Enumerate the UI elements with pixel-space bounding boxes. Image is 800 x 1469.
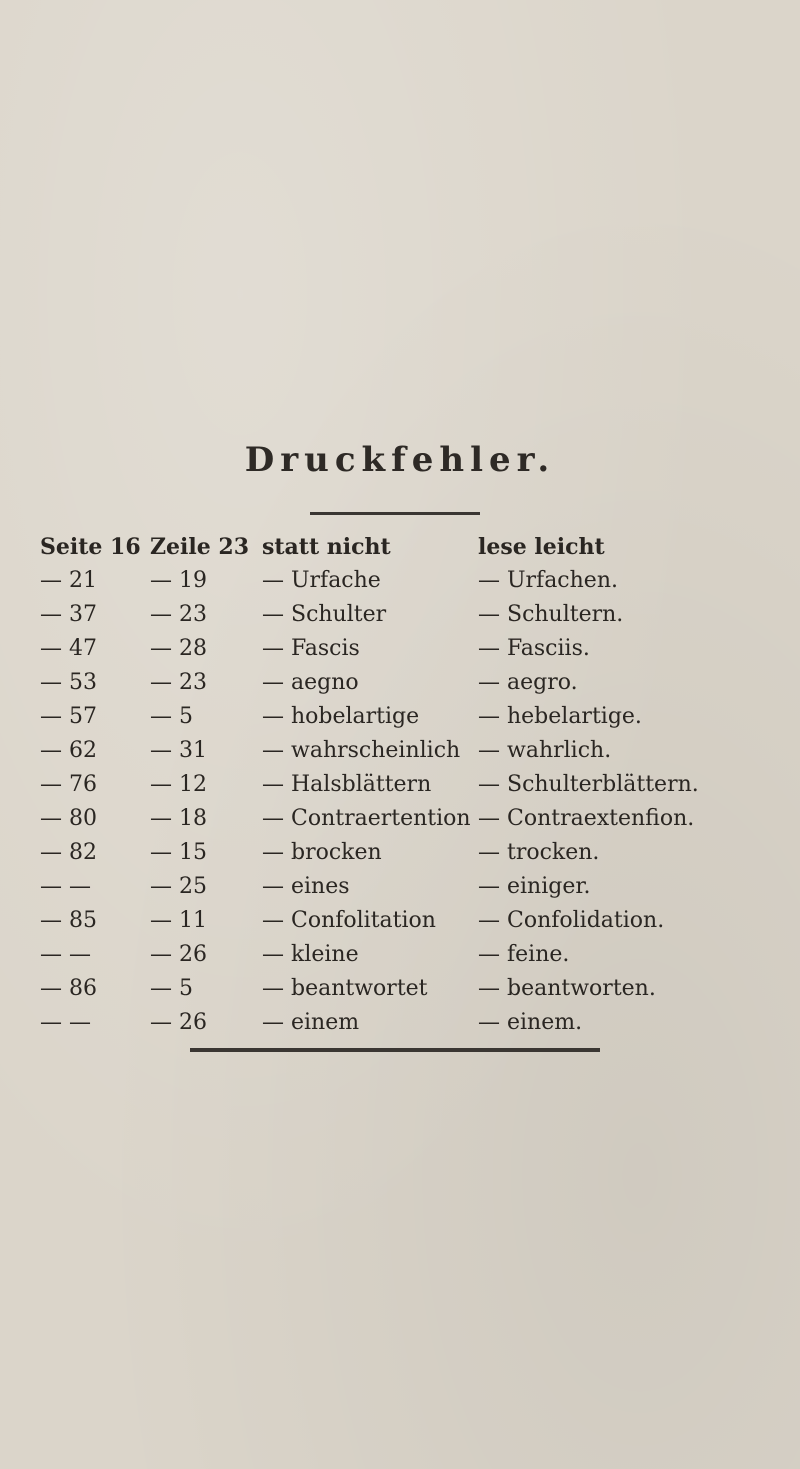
cell-zeile: — 18 <box>150 806 207 831</box>
table-row <box>0 768 800 802</box>
cell-zeile: — 19 <box>150 568 207 593</box>
table-row <box>0 598 800 632</box>
cell-statt: — einem <box>262 1010 360 1035</box>
cell-lese: — hebelartige. <box>478 704 642 729</box>
cell-zeile: — 15 <box>150 840 207 865</box>
cell-zeile: — 26 <box>150 1010 207 1035</box>
cell-statt: — Schulter <box>262 602 387 627</box>
header-lese: lese leicht <box>478 534 605 560</box>
cell-seite: — — <box>40 942 91 967</box>
cell-zeile: — 12 <box>150 772 207 797</box>
cell-lese: — Contraextenfion. <box>478 806 695 831</box>
cell-seite: — 47 <box>40 636 97 661</box>
table-row <box>0 1006 800 1040</box>
cell-lese: — aegro. <box>478 670 578 695</box>
cell-statt: — Halsblättern <box>262 772 432 797</box>
cell-statt: — Confolitation <box>262 908 436 933</box>
table-row <box>0 564 800 598</box>
header-seite: Seite 16 <box>40 534 141 560</box>
table-row <box>0 802 800 836</box>
bottom-rule <box>190 1048 600 1052</box>
cell-lese: — Schulterblättern. <box>478 772 699 797</box>
cell-seite: — 76 <box>40 772 97 797</box>
table-row <box>0 938 800 972</box>
cell-zeile: — 5 <box>150 976 193 1001</box>
cell-statt: — beantwortet <box>262 976 428 1001</box>
cell-zeile: — 28 <box>150 636 207 661</box>
cell-zeile: — 23 <box>150 670 207 695</box>
cell-seite: — 80 <box>40 806 97 831</box>
header-statt: statt nicht <box>262 534 391 560</box>
cell-seite: — 62 <box>40 738 97 763</box>
cell-seite: — — <box>40 1010 91 1035</box>
cell-statt: — kleine <box>262 942 359 967</box>
cell-seite: — 53 <box>40 670 97 695</box>
cell-seite: — 86 <box>40 976 97 1001</box>
cell-lese: — Fasciis. <box>478 636 590 661</box>
cell-lese: — beantworten. <box>478 976 656 1001</box>
cell-statt: — Contraertention <box>262 806 471 831</box>
header-zeile: Zeile 23 <box>150 534 250 560</box>
cell-seite: — 82 <box>40 840 97 865</box>
page-title: Druckfehler. <box>244 440 556 480</box>
table-row <box>0 972 800 1006</box>
cell-zeile: — 26 <box>150 942 207 967</box>
cell-lese: — Schultern. <box>478 602 624 627</box>
table-row <box>0 734 800 768</box>
cell-lese: — Confolidation. <box>478 908 665 933</box>
cell-lese: — wahrlich. <box>478 738 612 763</box>
cell-zeile: — 5 <box>150 704 193 729</box>
cell-seite: — 85 <box>40 908 97 933</box>
cell-lese: — einem. <box>478 1010 583 1035</box>
cell-seite: — 37 <box>40 602 97 627</box>
cell-zeile: — 11 <box>150 908 207 933</box>
table-row <box>0 836 800 870</box>
cell-statt: — eines <box>262 874 350 899</box>
cell-zeile: — 31 <box>150 738 207 763</box>
table-header-row <box>0 530 800 564</box>
table-row <box>0 666 800 700</box>
table-row <box>0 870 800 904</box>
cell-seite: — — <box>40 874 91 899</box>
table-row <box>0 904 800 938</box>
cell-zeile: — 25 <box>150 874 207 899</box>
cell-statt: — brocken <box>262 840 382 865</box>
cell-lese: — trocken. <box>478 840 600 865</box>
cell-statt: — Urfache <box>262 568 381 593</box>
cell-statt: — Fascis <box>262 636 360 661</box>
cell-statt: — wahrscheinlich <box>262 738 461 763</box>
cell-lese: — einiger. <box>478 874 591 899</box>
cell-seite: — 21 <box>40 568 97 593</box>
cell-lese: — feine. <box>478 942 570 967</box>
table-row <box>0 700 800 734</box>
cell-statt: — aegno <box>262 670 359 695</box>
cell-lese: — Urfachen. <box>478 568 618 593</box>
cell-zeile: — 23 <box>150 602 207 627</box>
title-rule <box>310 512 480 515</box>
cell-seite: — 57 <box>40 704 97 729</box>
table-row <box>0 632 800 666</box>
cell-statt: — hobelartige <box>262 704 420 729</box>
